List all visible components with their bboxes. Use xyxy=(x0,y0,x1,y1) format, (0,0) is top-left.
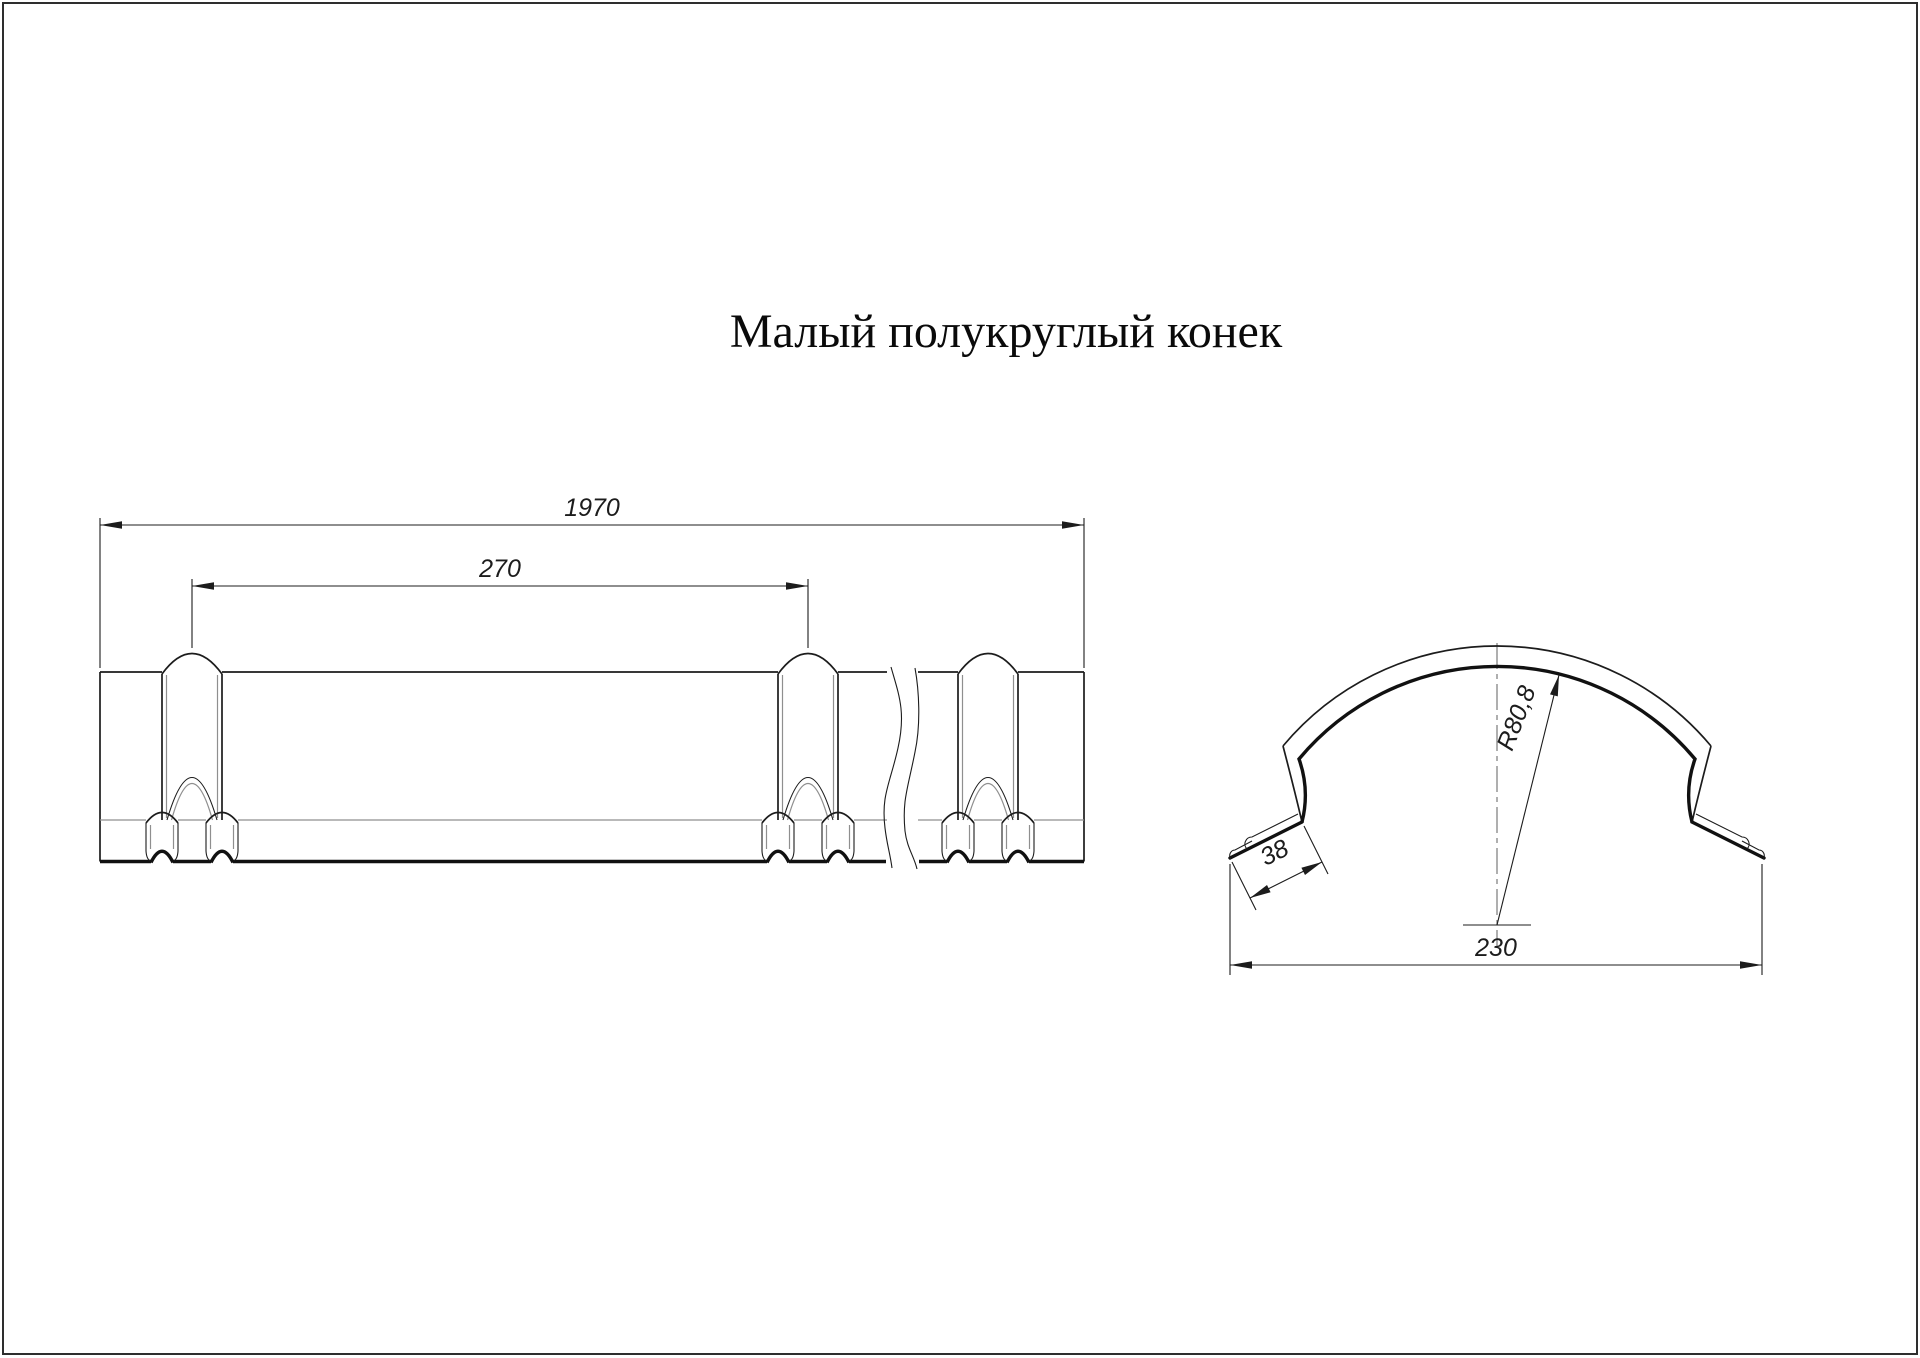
section-view xyxy=(1230,643,1765,975)
arrowhead-left xyxy=(192,582,214,590)
long-view xyxy=(100,494,1084,869)
dim-label-flange: 38 xyxy=(1255,834,1294,872)
bead-inner-arch-2 xyxy=(172,784,213,821)
foot-bottom-arc xyxy=(151,851,173,862)
arrowhead-radius xyxy=(1550,675,1559,696)
foot-inner-side-lines xyxy=(151,825,174,849)
flange-right-hem xyxy=(1696,814,1749,849)
foot-bottom-arc xyxy=(947,851,969,862)
drawing-title: Малый полукруглый конек xyxy=(729,305,1283,358)
foot-inner-side-lines xyxy=(947,825,970,849)
bead-inner-side-lines xyxy=(963,675,1014,818)
dimension-width-230 xyxy=(1230,864,1762,975)
dim-label-radius: R80,8 xyxy=(1491,681,1542,755)
break-line-left xyxy=(884,667,902,868)
bead-side-lines xyxy=(162,674,222,820)
dim-label-width: 230 xyxy=(1475,934,1517,962)
extension-lines xyxy=(100,518,1084,668)
foot-inner-side-lines xyxy=(827,825,850,849)
bead-side-lines xyxy=(778,674,838,820)
arrowhead-right xyxy=(1740,961,1762,969)
bead-top-arc xyxy=(778,654,838,675)
page-border-frame xyxy=(3,3,1917,1354)
bead-top-arc xyxy=(958,654,1018,675)
foot-bottom-arc xyxy=(767,851,789,862)
bead-top-arc xyxy=(162,654,222,675)
bead-side-lines xyxy=(958,674,1018,820)
foot-bottom-arc xyxy=(211,851,233,862)
ridge-beads xyxy=(162,654,1018,821)
foot-inner-side-lines xyxy=(1007,825,1030,849)
bead-inner-side-lines xyxy=(167,675,218,818)
arrowhead-left xyxy=(100,521,122,529)
dim-label-length: 1970 xyxy=(564,494,620,522)
arrowhead-right xyxy=(1062,521,1084,529)
foot-bottom-arc xyxy=(827,851,849,862)
break-line-right xyxy=(904,668,919,869)
bead-inner-side-lines xyxy=(783,675,834,818)
arrowhead-right xyxy=(1301,862,1322,875)
dim-label-spacing: 270 xyxy=(479,555,521,583)
arrowhead-right xyxy=(786,582,808,590)
dimension-spacing-270 xyxy=(192,555,808,648)
arrowhead-left xyxy=(1250,885,1271,898)
extension-lines xyxy=(192,579,808,648)
arrowhead-left xyxy=(1230,961,1252,969)
bead-inner-arch-2 xyxy=(968,784,1009,821)
dimension-radius xyxy=(1492,675,1559,925)
foot-inner-side-lines xyxy=(767,825,790,849)
dimension-length-1970 xyxy=(100,494,1084,668)
dimension-flange-38 xyxy=(1232,826,1328,910)
foot-bottom-arc xyxy=(1007,851,1029,862)
bead-inner-arch-2 xyxy=(788,784,829,821)
part-outline-lines xyxy=(100,672,1084,862)
foot-inner-side-lines xyxy=(211,825,234,849)
flange-right xyxy=(1692,822,1764,858)
